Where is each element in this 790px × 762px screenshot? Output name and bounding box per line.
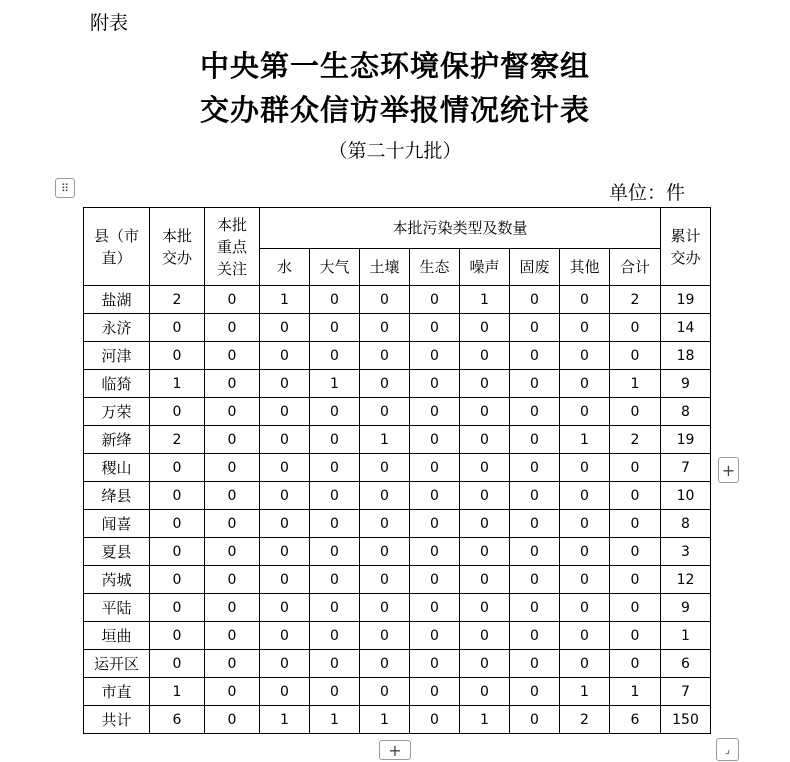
count-cell[interactable]: 1: [150, 370, 205, 398]
count-cell[interactable]: 0: [410, 454, 460, 482]
count-cell[interactable]: 0: [310, 538, 360, 566]
count-cell[interactable]: 0: [260, 622, 310, 650]
count-cell[interactable]: 14: [661, 314, 711, 342]
county-cell[interactable]: 运开区: [84, 650, 150, 678]
count-cell[interactable]: 0: [260, 454, 310, 482]
document-title-line2: 交办群众信访举报情况统计表: [199, 93, 590, 127]
count-cell[interactable]: 0: [460, 650, 510, 678]
table-row: [84, 650, 711, 678]
header-subtype: 其他: [560, 249, 610, 286]
count-cell[interactable]: 0: [205, 650, 260, 678]
count-cell[interactable]: 0: [510, 594, 560, 622]
count-cell[interactable]: 0: [410, 678, 460, 706]
count-cell[interactable]: 0: [260, 538, 310, 566]
county-cell[interactable]: 新绛: [84, 426, 150, 454]
count-cell[interactable]: 0: [510, 370, 560, 398]
count-cell[interactable]: 0: [310, 482, 360, 510]
count-cell[interactable]: 0: [310, 622, 360, 650]
count-cell[interactable]: 0: [360, 286, 410, 314]
count-cell[interactable]: 0: [610, 538, 661, 566]
count-cell[interactable]: 2: [150, 426, 205, 454]
table-row: [84, 594, 711, 622]
count-cell[interactable]: 0: [410, 622, 460, 650]
count-cell[interactable]: 0: [310, 510, 360, 538]
header-county: 县（市直）: [84, 208, 150, 286]
count-cell[interactable]: 1: [560, 426, 610, 454]
count-cell[interactable]: 0: [205, 342, 260, 370]
count-cell[interactable]: 0: [560, 454, 610, 482]
count-cell[interactable]: 0: [260, 314, 310, 342]
count-cell[interactable]: 0: [205, 594, 260, 622]
count-cell[interactable]: 0: [205, 370, 260, 398]
count-cell[interactable]: 1: [661, 622, 711, 650]
count-cell[interactable]: 0: [510, 622, 560, 650]
count-cell[interactable]: 0: [560, 398, 610, 426]
count-cell[interactable]: 0: [410, 370, 460, 398]
count-cell[interactable]: 0: [460, 678, 510, 706]
table-row: [84, 566, 711, 594]
count-cell[interactable]: 0: [360, 342, 410, 370]
count-cell[interactable]: 0: [510, 566, 560, 594]
count-cell[interactable]: 0: [410, 538, 460, 566]
count-cell[interactable]: 0: [410, 650, 460, 678]
count-cell[interactable]: 1: [610, 370, 661, 398]
count-cell[interactable]: 0: [610, 454, 661, 482]
count-cell[interactable]: 0: [360, 482, 410, 510]
count-cell[interactable]: 2: [610, 286, 661, 314]
count-cell[interactable]: 0: [410, 286, 460, 314]
count-cell[interactable]: 0: [560, 314, 610, 342]
count-cell[interactable]: 0: [410, 566, 460, 594]
table-row: [84, 706, 711, 734]
count-cell[interactable]: 0: [560, 650, 610, 678]
corner-resize-icon: ⌟: [724, 743, 731, 756]
statistics-table: [83, 207, 711, 734]
count-cell[interactable]: 0: [460, 510, 510, 538]
count-cell[interactable]: 0: [260, 650, 310, 678]
count-cell[interactable]: 0: [310, 454, 360, 482]
count-cell[interactable]: 8: [661, 510, 711, 538]
move-grip-icon: ⠿: [60, 181, 70, 195]
count-cell[interactable]: 0: [360, 678, 410, 706]
count-cell[interactable]: 0: [610, 314, 661, 342]
count-cell[interactable]: 0: [150, 342, 205, 370]
count-cell[interactable]: 0: [410, 594, 460, 622]
count-cell[interactable]: 0: [610, 398, 661, 426]
count-cell[interactable]: 0: [510, 482, 560, 510]
count-cell[interactable]: 9: [661, 370, 711, 398]
count-cell[interactable]: 0: [510, 314, 560, 342]
count-cell[interactable]: 0: [610, 510, 661, 538]
count-cell[interactable]: 1: [260, 706, 310, 734]
table-row: [84, 398, 711, 426]
count-cell[interactable]: 1: [610, 678, 661, 706]
header-subtype: 合计: [610, 249, 661, 286]
county-cell[interactable]: 万荣: [84, 398, 150, 426]
count-cell[interactable]: 1: [310, 706, 360, 734]
table-row: [84, 342, 711, 370]
batch-number: （第二十九批）: [328, 140, 462, 162]
count-cell[interactable]: 0: [460, 398, 510, 426]
count-cell[interactable]: 0: [150, 650, 205, 678]
add-column-button[interactable]: [379, 740, 411, 760]
header-pollution-types: 本批污染类型及数量: [260, 208, 661, 249]
count-cell[interactable]: 0: [560, 622, 610, 650]
count-cell[interactable]: 0: [610, 622, 661, 650]
count-cell[interactable]: 0: [205, 426, 260, 454]
table-row: [84, 286, 711, 314]
count-cell[interactable]: 0: [410, 426, 460, 454]
county-cell[interactable]: 绛县: [84, 482, 150, 510]
count-cell[interactable]: 7: [661, 678, 711, 706]
table-row: [84, 510, 711, 538]
header-cumulative: 累计交办: [661, 208, 711, 286]
count-cell[interactable]: 0: [150, 566, 205, 594]
count-cell[interactable]: 0: [460, 594, 510, 622]
count-cell[interactable]: 9: [661, 594, 711, 622]
count-cell[interactable]: 0: [310, 314, 360, 342]
county-cell[interactable]: 平陆: [84, 594, 150, 622]
count-cell[interactable]: 6: [610, 706, 661, 734]
count-cell[interactable]: 0: [205, 286, 260, 314]
county-cell[interactable]: 盐湖: [84, 286, 150, 314]
count-cell[interactable]: 0: [150, 314, 205, 342]
count-cell[interactable]: 0: [360, 650, 410, 678]
count-cell[interactable]: 0: [310, 286, 360, 314]
count-cell[interactable]: 0: [610, 482, 661, 510]
count-cell[interactable]: 0: [310, 566, 360, 594]
count-cell[interactable]: 0: [150, 594, 205, 622]
count-cell[interactable]: 0: [205, 510, 260, 538]
count-cell[interactable]: 0: [560, 370, 610, 398]
count-cell[interactable]: 0: [260, 426, 310, 454]
count-cell[interactable]: 3: [661, 538, 711, 566]
count-cell[interactable]: 0: [260, 370, 310, 398]
count-cell[interactable]: 0: [260, 566, 310, 594]
count-cell[interactable]: 0: [260, 510, 310, 538]
count-cell[interactable]: 150: [661, 706, 711, 734]
count-cell[interactable]: 0: [460, 454, 510, 482]
count-cell[interactable]: 0: [205, 622, 260, 650]
count-cell[interactable]: 0: [410, 342, 460, 370]
count-cell[interactable]: 0: [560, 538, 610, 566]
count-cell[interactable]: 0: [510, 398, 560, 426]
add-row-button[interactable]: [718, 457, 739, 483]
count-cell[interactable]: 0: [260, 342, 310, 370]
table-body: [84, 286, 711, 734]
count-cell[interactable]: 0: [610, 342, 661, 370]
count-cell[interactable]: 0: [205, 566, 260, 594]
header-subtype: 土壤: [360, 249, 410, 286]
table-row: [84, 482, 711, 510]
header-subtype: 水: [260, 249, 310, 286]
count-cell[interactable]: 1: [460, 286, 510, 314]
document-title-line1: 中央第一生态环境保护督察组: [199, 49, 590, 83]
count-cell[interactable]: 0: [260, 594, 310, 622]
unit-label: 单位：件: [609, 182, 686, 204]
count-cell[interactable]: 8: [661, 398, 711, 426]
county-cell[interactable]: 垣曲: [84, 622, 150, 650]
header-key-focus: 本批重点关注: [205, 208, 260, 286]
count-cell[interactable]: 0: [610, 650, 661, 678]
count-cell[interactable]: 0: [510, 706, 560, 734]
count-cell[interactable]: 6: [661, 650, 711, 678]
header-subtype: 生态: [410, 249, 460, 286]
county-cell[interactable]: 芮城: [84, 566, 150, 594]
table-row: [84, 370, 711, 398]
count-cell[interactable]: 0: [410, 482, 460, 510]
count-cell[interactable]: 0: [510, 342, 560, 370]
count-cell[interactable]: 0: [510, 286, 560, 314]
count-cell[interactable]: 0: [460, 622, 510, 650]
count-cell[interactable]: 0: [310, 678, 360, 706]
count-cell[interactable]: 0: [360, 454, 410, 482]
count-cell[interactable]: 0: [410, 510, 460, 538]
count-cell[interactable]: 0: [510, 538, 560, 566]
table-row: [84, 454, 711, 482]
count-cell[interactable]: 19: [661, 286, 711, 314]
count-cell[interactable]: 1: [310, 370, 360, 398]
header-subtype: 大气: [310, 249, 360, 286]
count-cell[interactable]: 0: [460, 538, 510, 566]
county-cell[interactable]: 夏县: [84, 538, 150, 566]
count-cell[interactable]: 0: [410, 398, 460, 426]
appendix-label: 附表: [90, 12, 129, 34]
count-cell[interactable]: 0: [460, 426, 510, 454]
count-cell[interactable]: 0: [150, 482, 205, 510]
count-cell[interactable]: 0: [310, 426, 360, 454]
count-cell[interactable]: 0: [360, 566, 410, 594]
count-cell[interactable]: 2: [150, 286, 205, 314]
county-cell[interactable]: 闻喜: [84, 510, 150, 538]
count-cell[interactable]: 0: [510, 426, 560, 454]
count-cell[interactable]: 0: [510, 650, 560, 678]
plus-icon: +: [388, 740, 402, 760]
count-cell[interactable]: 0: [410, 314, 460, 342]
count-cell[interactable]: 0: [460, 370, 510, 398]
count-cell[interactable]: 0: [310, 342, 360, 370]
count-cell[interactable]: 0: [560, 482, 610, 510]
count-cell[interactable]: 0: [360, 510, 410, 538]
count-cell[interactable]: 1: [560, 678, 610, 706]
count-cell[interactable]: 12: [661, 566, 711, 594]
count-cell[interactable]: 0: [360, 538, 410, 566]
count-cell[interactable]: 0: [610, 566, 661, 594]
count-cell[interactable]: 10: [661, 482, 711, 510]
table-move-handle[interactable]: [55, 178, 75, 198]
count-cell[interactable]: 7: [661, 454, 711, 482]
header-batch-assigned: 本批交办: [150, 208, 205, 286]
county-cell[interactable]: 共计: [84, 706, 150, 734]
table-row: [84, 426, 711, 454]
count-cell[interactable]: 0: [560, 510, 610, 538]
count-cell[interactable]: 0: [410, 706, 460, 734]
county-cell[interactable]: 稷山: [84, 454, 150, 482]
count-cell[interactable]: 0: [360, 314, 410, 342]
county-cell[interactable]: 临猗: [84, 370, 150, 398]
table-row: [84, 314, 711, 342]
count-cell[interactable]: 0: [560, 594, 610, 622]
count-cell[interactable]: 0: [360, 622, 410, 650]
county-cell[interactable]: 河津: [84, 342, 150, 370]
count-cell[interactable]: 0: [260, 482, 310, 510]
count-cell[interactable]: 0: [360, 594, 410, 622]
count-cell[interactable]: 0: [310, 398, 360, 426]
count-cell[interactable]: 0: [205, 482, 260, 510]
count-cell[interactable]: 0: [205, 706, 260, 734]
count-cell[interactable]: 0: [510, 510, 560, 538]
count-cell[interactable]: 1: [360, 426, 410, 454]
count-cell[interactable]: 0: [310, 594, 360, 622]
count-cell[interactable]: 0: [205, 314, 260, 342]
count-cell[interactable]: 0: [510, 678, 560, 706]
count-cell[interactable]: 0: [150, 398, 205, 426]
count-cell[interactable]: 0: [260, 398, 310, 426]
count-cell[interactable]: 0: [205, 538, 260, 566]
count-cell[interactable]: 0: [610, 594, 661, 622]
count-cell[interactable]: 1: [260, 286, 310, 314]
count-cell[interactable]: 0: [360, 370, 410, 398]
count-cell[interactable]: 0: [460, 566, 510, 594]
county-cell[interactable]: 永济: [84, 314, 150, 342]
count-cell[interactable]: 0: [510, 454, 560, 482]
count-cell[interactable]: 6: [150, 706, 205, 734]
count-cell[interactable]: 2: [560, 706, 610, 734]
count-cell[interactable]: 0: [205, 678, 260, 706]
count-cell[interactable]: 0: [360, 398, 410, 426]
count-cell[interactable]: 0: [150, 622, 205, 650]
count-cell[interactable]: 0: [205, 398, 260, 426]
count-cell[interactable]: 0: [560, 342, 610, 370]
count-cell[interactable]: 0: [460, 482, 510, 510]
count-cell[interactable]: 0: [560, 566, 610, 594]
table-resize-handle[interactable]: [716, 738, 739, 761]
count-cell[interactable]: 0: [560, 286, 610, 314]
county-cell[interactable]: 市直: [84, 678, 150, 706]
table-row: [84, 622, 711, 650]
count-cell[interactable]: 1: [460, 706, 510, 734]
count-cell[interactable]: 2: [610, 426, 661, 454]
table-row: [84, 538, 711, 566]
count-cell[interactable]: 0: [205, 454, 260, 482]
count-cell[interactable]: 0: [260, 678, 310, 706]
count-cell[interactable]: 1: [360, 706, 410, 734]
header-subtype: 噪声: [460, 249, 510, 286]
count-cell[interactable]: 18: [661, 342, 711, 370]
count-cell[interactable]: 0: [460, 342, 510, 370]
count-cell[interactable]: 0: [150, 454, 205, 482]
table-row: [84, 678, 711, 706]
count-cell[interactable]: 0: [150, 538, 205, 566]
count-cell[interactable]: 0: [310, 650, 360, 678]
plus-icon: +: [721, 460, 736, 480]
header-subtype: 固废: [510, 249, 560, 286]
count-cell[interactable]: 1: [150, 678, 205, 706]
count-cell[interactable]: 0: [150, 510, 205, 538]
count-cell[interactable]: 0: [460, 314, 510, 342]
count-cell[interactable]: 19: [661, 426, 711, 454]
